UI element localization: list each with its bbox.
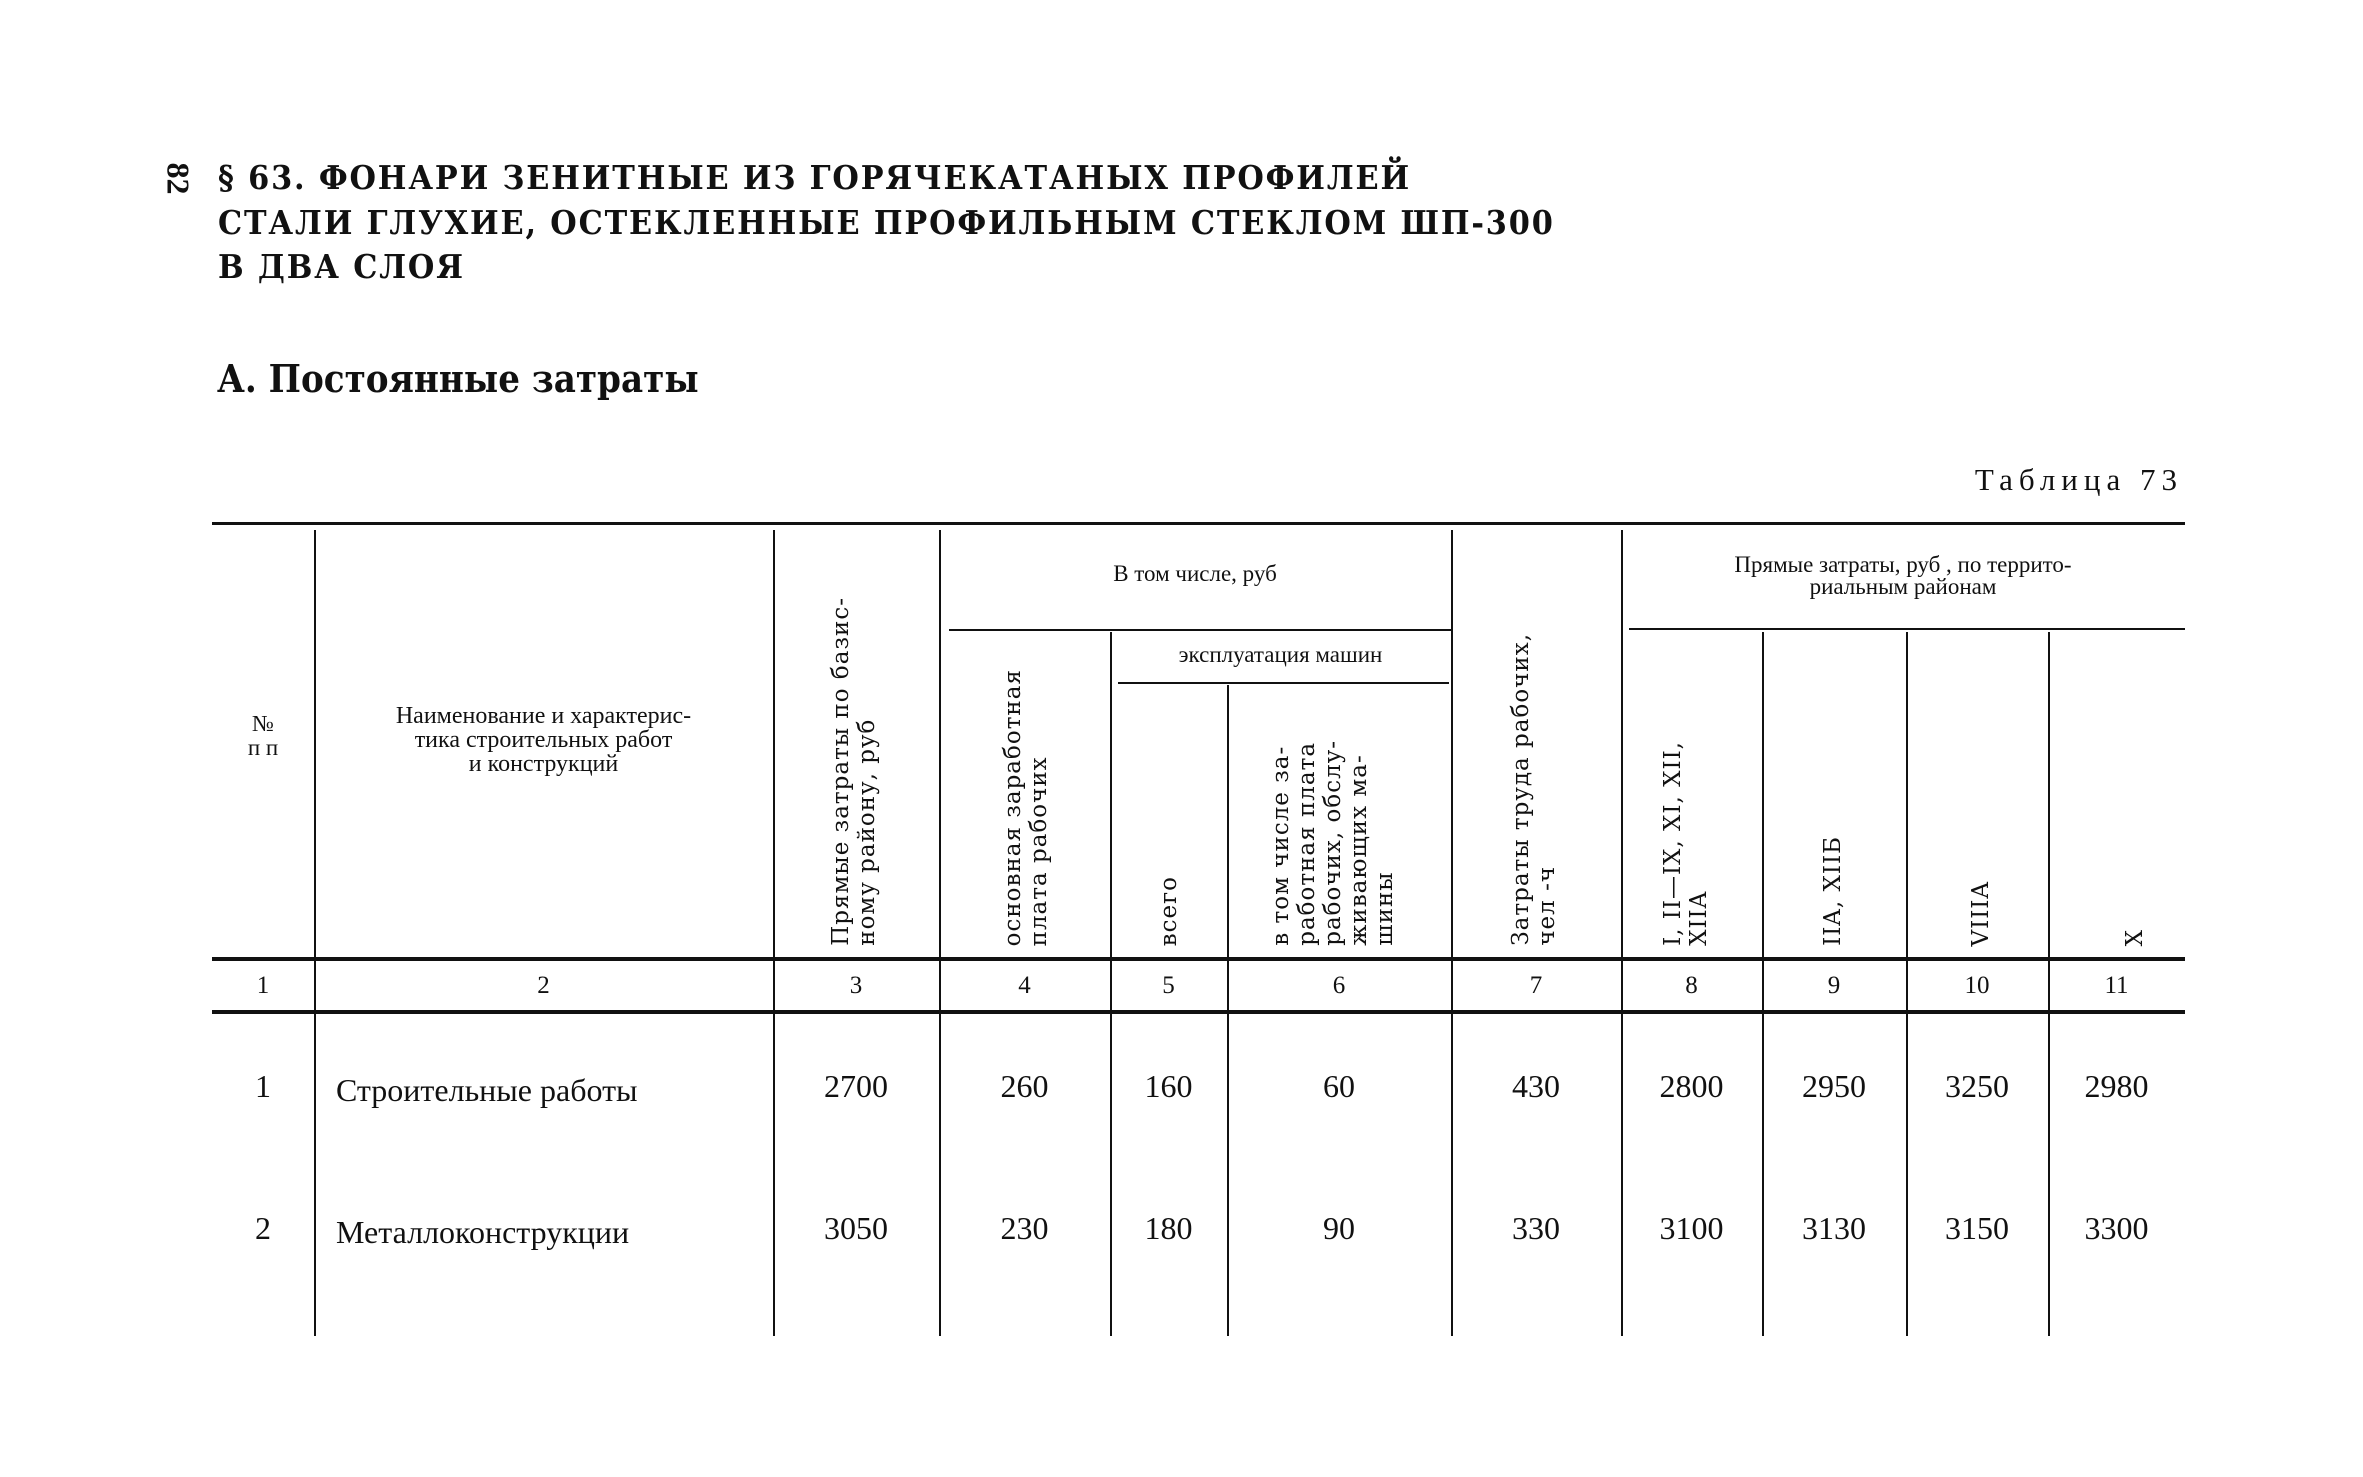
- header-region-4: X: [2122, 928, 2148, 946]
- header-wages: основная заработная плата рабочих: [1000, 668, 1052, 946]
- header-region-1: I, II—IX, XI, XII, XIIA: [1660, 741, 1712, 946]
- header-labor: Затраты труда рабочих, чел -ч: [1508, 633, 1560, 946]
- table-top-rule: [212, 522, 2185, 525]
- title-line-2: СТАЛИ ГЛУХИЕ, ОСТЕКЛЕННЫЕ ПРОФИЛЬНЫМ СТЕКЛОМ ШП-300: [218, 203, 1555, 242]
- header-machines-wages: в том числе за- работная плата рабочих, обслу- живающих ма- шины: [1268, 740, 1398, 946]
- column-number: 10: [1964, 972, 1990, 999]
- table-cell: 3130: [1802, 1210, 1866, 1246]
- row-name: Строительные работы: [336, 1072, 638, 1108]
- column-number: 1: [256, 972, 270, 999]
- regions-group-rule: [1629, 628, 2185, 630]
- page-number: 82: [160, 162, 197, 195]
- table-cell: 2800: [1659, 1068, 1724, 1104]
- column-number: 4: [1018, 972, 1031, 999]
- table-cell: 160: [1144, 1068, 1193, 1104]
- column-divider: [314, 530, 316, 1336]
- section-heading: А. Постоянные затраты: [217, 356, 699, 401]
- table-cell: 260: [1000, 1068, 1049, 1104]
- row-name: Металлоконструкции: [336, 1214, 630, 1250]
- numbers-bottom-rule: [212, 1010, 2185, 1014]
- header-region-3: VIIIA: [1968, 880, 1994, 946]
- column-number: 6: [1332, 972, 1346, 999]
- table-cell: 430: [1512, 1068, 1560, 1104]
- column-number: 3: [849, 972, 863, 999]
- table-cell: 3100: [1659, 1210, 1724, 1246]
- column-number: 8: [1685, 972, 1698, 999]
- table-cell: 330: [1512, 1210, 1560, 1246]
- machines-group-rule: [1118, 682, 1449, 684]
- incl-group-rule: [949, 629, 1451, 631]
- header-machines-total: всего: [1156, 875, 1182, 946]
- table-cell: 2: [255, 1210, 271, 1246]
- table-cell: 230: [1000, 1210, 1049, 1246]
- table-cell: 60: [1323, 1068, 1355, 1104]
- column-number: 9: [1827, 972, 1841, 999]
- header-bottom-rule: [212, 957, 2185, 961]
- header-num: № п п: [247, 711, 279, 760]
- header-direct-base: Прямые затраты по базис- ному району, руб: [828, 597, 880, 946]
- table-cell: 1: [255, 1068, 271, 1104]
- table-cell: 180: [1144, 1210, 1193, 1246]
- column-number: 11: [2104, 972, 2129, 999]
- title-line-3: В ДВА СЛОЯ: [218, 247, 465, 286]
- header-machines-group: эксплуатация машин: [1178, 642, 1383, 667]
- table-cell: 2950: [1802, 1068, 1866, 1104]
- header-region-2: IIA, XIIБ: [1820, 836, 1846, 946]
- column-number: 5: [1162, 972, 1175, 999]
- header-incl-group: В том числе, руб: [1113, 561, 1277, 586]
- table-cell: 90: [1323, 1210, 1355, 1246]
- title-line-1: § 63. ФОНАРИ ЗЕНИТНЫЕ ИЗ ГОРЯЧЕКАТАНЫХ ПРОФИЛЕЙ: [218, 158, 1412, 197]
- table-label: Таблица 73: [1974, 462, 2183, 497]
- column-number: 2: [537, 972, 550, 999]
- table-cell: 2700: [824, 1068, 888, 1104]
- table-cell: 3050: [824, 1210, 888, 1246]
- table-cell: 3300: [2084, 1210, 2149, 1246]
- header-regions-group: Прямые затраты, руб , по террито- риальным районам: [1734, 552, 2072, 599]
- header-name: Наименование и характерис- тика строительных работ и конструкций: [395, 703, 692, 777]
- table-cell: 2980: [2084, 1068, 2149, 1104]
- column-number: 7: [1529, 972, 1543, 999]
- table-cell: 3250: [1945, 1068, 2009, 1104]
- table-cell: 3150: [1945, 1210, 2009, 1246]
